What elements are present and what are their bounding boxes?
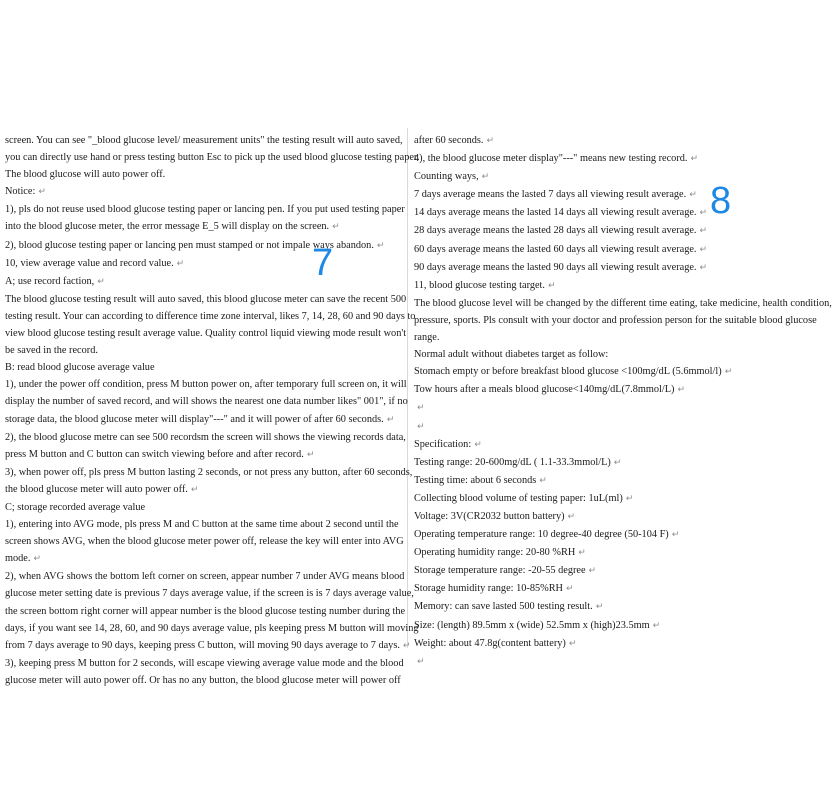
page-number-right: 8 (710, 180, 732, 222)
left-column-line (5, 183, 403, 201)
right-column-line (414, 277, 797, 295)
right-column-line-text: 4), the blood glucose meter display"---" means new testing record. (414, 153, 688, 165)
right-column-line (414, 526, 797, 544)
left-column-line (5, 132, 403, 149)
paragraph-mark-icon: ↵ (481, 172, 490, 183)
left-column-line (5, 308, 416, 325)
paragraph-mark-icon: ↵ (97, 276, 105, 287)
left-column-line (5, 273, 403, 291)
paragraph-mark-icon: ↵ (652, 620, 661, 631)
paragraph-mark-icon: ↵ (486, 136, 495, 146)
right-column-line (414, 329, 797, 346)
paragraph-mark-icon: ↵ (568, 638, 577, 649)
left-column-line-text: the screen bottom right corner will appear number is the blood glucose testing number during the (5, 605, 406, 617)
paragraph-mark-icon: ↵ (306, 449, 315, 460)
right-column-line (414, 635, 797, 653)
right-column-line (414, 168, 797, 186)
right-column-line (414, 508, 797, 526)
right-column-line (414, 490, 797, 508)
right-column-line-text: The blood glucose level will be changed by the different time eating, take medicine, health condition, (414, 297, 832, 309)
left-column-line (5, 672, 403, 689)
left-column-line (5, 499, 403, 516)
right-column-line (414, 544, 797, 562)
right-column-line-text: after 60 seconds. (414, 135, 484, 146)
paragraph-mark-icon: ↵ (332, 222, 340, 233)
right-column-line (414, 186, 797, 204)
left-column-line-text: screen shows AVG, when the blood glucose meter power off, release the key will enter into AVG (5, 536, 404, 548)
paragraph-mark-icon: ↵ (190, 484, 199, 495)
paragraph-mark-icon: ↵ (567, 511, 576, 522)
left-column-line (5, 481, 403, 499)
right-column-line-text: 28 days average means the lasted 28 days all viewing result average. (414, 225, 697, 237)
right-column-line-text: 7 days average means the lasted 7 days all viewing result average. (414, 189, 687, 201)
right-column-line-text: range. (414, 332, 440, 344)
left-column-line (5, 637, 411, 655)
paragraph-mark-icon: ↵ (588, 566, 597, 577)
left-column-line (5, 342, 403, 359)
left-column-line-text: screen. You can see "_blood glucose level/ measurement units" the testing result will auto saved, (5, 135, 403, 146)
right-column-line (414, 259, 797, 277)
left-column-line-text: C; storage recorded average value (5, 501, 146, 513)
right-column-line (414, 381, 797, 399)
left-column-line-text: into the blood glucose meter, the error message E_5 will display on the screen. (5, 221, 330, 233)
right-column-line-text: Counting ways, (414, 171, 479, 183)
right-column-line (414, 222, 797, 240)
right-column-line (414, 418, 797, 436)
left-column-line (5, 464, 413, 481)
right-column-line-text: Memory: can save lasted 500 testing result. (414, 601, 593, 613)
left-column-line-text: 2), when AVG shows the bottom left corner on screen, appear number 7 under AVG means blood (5, 571, 405, 583)
paragraph-mark-icon: ↵ (595, 602, 604, 613)
left-column-line-text: 2), blood glucose testing paper or lancing pen must stamped or not impale ways abandon. (5, 239, 374, 251)
paragraph-mark-icon: ↵ (677, 385, 686, 396)
paragraph-mark-icon: ↵ (625, 493, 634, 504)
left-column-line-text: 2), the blood glucose metre can see 500 recordsm the screen will shows the viewing records data, (5, 431, 406, 443)
left-column-line-text: view blood glucose testing result average value. Quality control liquid viewing mode result won't (5, 328, 407, 340)
right-column-line-text: Size: (length) 89.5mm x (wide) 52.5mm x (high)23.5mm (414, 619, 650, 631)
paragraph-mark-icon: ↵ (417, 421, 425, 432)
left-column-line (5, 291, 407, 308)
left-column-line-text: the blood glucose meter will auto power off. (5, 483, 188, 495)
right-column-line-text: Testing time: about 6 seconds (414, 474, 537, 486)
left-column-line (5, 446, 403, 464)
left-column-line (5, 568, 403, 585)
left-column-line (5, 166, 403, 183)
right-column-line-text: Weight: about 47.8g(content battery) (414, 637, 566, 649)
left-column-line-text: storage data, the blood glucose meter will display"---" and it will power of after 60 seconds. (5, 413, 384, 425)
right-column-line (414, 562, 797, 580)
paragraph-mark-icon: ↵ (671, 530, 680, 541)
right-column-line (414, 454, 797, 472)
paragraph-mark-icon: ↵ (402, 640, 411, 651)
column-divider (407, 128, 408, 648)
right-column-line (414, 617, 797, 635)
right-column-line-text: Tow hours after a meals blood glucose<140mg/dL(7.8mmol/L) (414, 384, 675, 396)
left-column-line-text: A; use record faction, (5, 275, 95, 287)
right-column-line (414, 653, 797, 671)
paragraph-mark-icon: ↵ (699, 208, 708, 219)
paragraph-mark-icon: ↵ (417, 403, 425, 414)
paragraph-mark-icon: ↵ (566, 584, 574, 595)
paragraph-mark-icon: ↵ (417, 656, 425, 667)
left-column-line-text: Notice: (5, 186, 36, 198)
paragraph-mark-icon: ↵ (613, 457, 622, 468)
left-column-line-text: 1), pls do not reuse used blood glucose testing paper or lancing pen. If you put used testing paper (5, 204, 405, 216)
left-column-line (5, 325, 407, 342)
left-column-line-text: 3), when power off, pls press M button lasting 2 seconds, or not press any button, after 60 seconds, (5, 466, 413, 478)
left-column-line-text: press M button and C button can switch viewing before and after record. (5, 448, 304, 460)
left-column-line (5, 585, 414, 602)
right-column-line (414, 436, 797, 454)
paragraph-mark-icon: ↵ (724, 367, 733, 378)
left-column-line (5, 516, 403, 533)
left-column-line-text: testing result. Your can according to difference time zone interval, likes 7, 14, 28, 60 and 90 days to (5, 310, 416, 322)
left-column-line-text: glucose meter setting date is previous 7 days average value, if the screen is is 7 days average value, (5, 588, 414, 600)
paragraph-mark-icon: ↵ (376, 240, 385, 251)
right-column-line-text: Normal adult without diabetes target as follow: (414, 349, 609, 361)
left-column-line (5, 620, 419, 637)
paragraph-mark-icon: ↵ (38, 187, 46, 198)
right-column-line-text: 14 days average means the lasted 14 days all viewing result average. (414, 207, 697, 219)
left-column-line-text: be saved in the record. (5, 345, 98, 357)
right-column-line-text: Storage temperature range: -20-55 degree (414, 565, 586, 577)
left-column-line-text: B: read blood glucose average value (5, 362, 155, 374)
right-column-line-text: 90 days average means the lasted 90 days all viewing result average. (414, 261, 697, 273)
right-column-line-text: pressure, sports. Pls consult with your doctor and profession person for the suitable blood glucose (414, 314, 817, 326)
left-column-line-text: 1), under the power off condition, press M button power on, after temporary full screen on, it will (5, 379, 407, 391)
left-column-line-text: mode. (5, 553, 31, 565)
right-column-line-text: Operating humidity range: 20-80 %RH (414, 547, 576, 559)
left-column-line (5, 393, 408, 410)
right-column-line (414, 580, 797, 598)
right-column-line-text: Operating temperature range: 10 degree-40 degree (50-104 F) (414, 529, 669, 541)
page-number-left: 7 (312, 242, 334, 284)
left-column-line-text: 3), keeping press M button for 2 seconds, will escape viewing average value mode and the blood (5, 657, 404, 669)
right-column-line (414, 132, 797, 150)
right-column-line (414, 399, 797, 417)
right-column-line (414, 598, 797, 616)
paragraph-mark-icon: ↵ (176, 258, 185, 269)
left-column-line-text: The blood glucose testing result will auto saved, this blood glucose meter can save the recent 500 (5, 293, 407, 305)
left-column-line (5, 411, 403, 429)
right-column-line-text: Voltage: 3V(CR2032 button battery) (414, 510, 565, 522)
left-column-line (5, 201, 403, 218)
left-column-line (5, 218, 403, 236)
right-column-line (414, 150, 797, 168)
left-column-line-text: The blood glucose will auto power off. (5, 169, 166, 181)
left-column-line (5, 550, 403, 568)
left-column-line (5, 655, 403, 672)
right-column-line-text: Specification: (414, 438, 472, 450)
right-column-line (414, 312, 817, 329)
right-column-line (414, 346, 797, 363)
paragraph-mark-icon: ↵ (474, 439, 482, 450)
left-column-line-text: 1), entering into AVG mode, pls press M and C button at the same time about 2 second until the (5, 519, 399, 531)
right-column (414, 132, 832, 671)
left-column-line (5, 429, 406, 446)
right-column-line-text: 60 days average means the lasted 60 days all viewing result average. (414, 243, 697, 255)
left-column-line (5, 359, 403, 376)
left-column-line (5, 237, 403, 255)
left-column-line (5, 255, 403, 273)
paragraph-mark-icon: ↵ (547, 280, 556, 291)
right-column-line-text: Storage humidity range: 10-85%RH (414, 583, 563, 595)
paragraph-mark-icon: ↵ (689, 190, 697, 201)
paragraph-mark-icon: ↵ (386, 414, 395, 425)
left-column-line (5, 533, 403, 550)
right-column-line (414, 363, 797, 381)
paragraph-mark-icon: ↵ (699, 226, 708, 237)
left-column-line-text: display the number of saved record, and will shows the nearest one data number likes" 001", if no (5, 396, 408, 408)
paragraph-mark-icon: ↵ (578, 548, 586, 559)
left-column-line-text: days, if you want see 14, 28, 60, and 90 days average value, pls keeping press M button will moving (5, 622, 419, 634)
left-column-line (5, 376, 407, 393)
left-column-line (5, 149, 420, 166)
paragraph-mark-icon: ↵ (539, 475, 547, 486)
left-column-line-text: 10, view average value and record value. (5, 257, 174, 269)
right-column-line-text: 11, blood glucose testing target. (414, 279, 545, 291)
left-column-line-text: from 7 days average to 90 days, keeping press C button, will moving 90 days average to 7 days. (5, 639, 400, 651)
right-column-line (414, 472, 797, 490)
left-column-line (5, 603, 406, 620)
paragraph-mark-icon: ↵ (690, 154, 699, 165)
left-column-line-text: glucose meter will auto power off. Or has no any button, the blood glucose meter will power off (5, 674, 401, 686)
right-column-line (414, 241, 797, 259)
paragraph-mark-icon: ↵ (699, 244, 708, 255)
paragraph-mark-icon: ↵ (33, 554, 41, 565)
paragraph-mark-icon: ↵ (699, 262, 708, 273)
right-column-line-text: Testing range: 20-600mg/dL ( 1.1-33.3mmol/L) (414, 456, 611, 468)
right-column-line-text: Stomach empty or before breakfast blood glucose <100mg/dL (5.6mmol/l) (414, 366, 722, 378)
right-column-line (414, 204, 797, 222)
left-column-line-text: you can directly use hand or press testing button Esc to pick up the used blood glucose testing paper. (5, 152, 420, 164)
right-column-line-text: Collecting blood volume of testing paper: 1uL(ml) (414, 492, 623, 504)
left-column (5, 132, 420, 689)
right-column-line (414, 295, 832, 312)
